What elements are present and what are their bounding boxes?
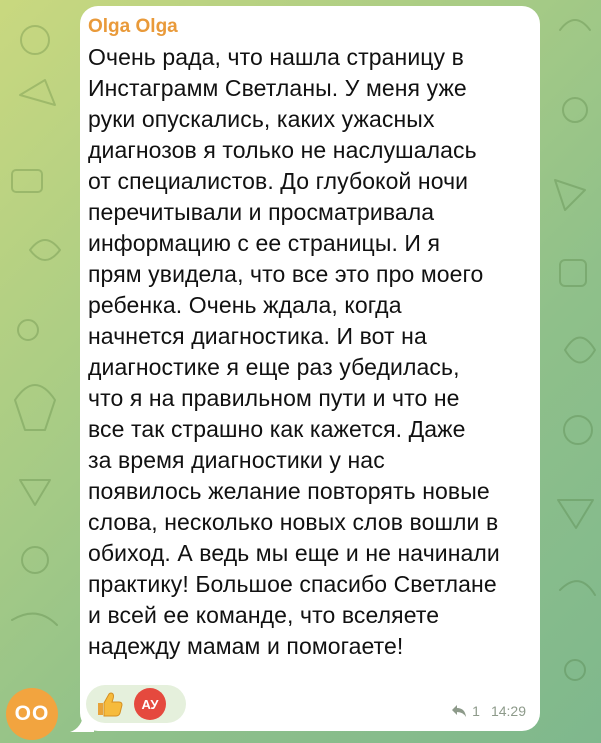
message-bubble[interactable] (80, 6, 540, 731)
reply-count[interactable]: 1 (472, 703, 480, 719)
message-time: 14:29 (490, 703, 526, 719)
sender-avatar[interactable] (6, 688, 58, 740)
reaction-avatar-initials: АУ (141, 696, 159, 712)
thumbs-up-icon[interactable] (94, 689, 124, 719)
reaction-user-avatar[interactable] (134, 688, 166, 720)
sender-name[interactable]: Olga Olga (88, 16, 178, 37)
message-text: Очень рада, что нашла страницу в Инстаграмм Светланы. У меня уже руки опускались, каких ужасных диагнозов я только не наслушалась от специалистов. До глубокой ночи перечитывали и просматривала информацию с ее страницы. И я прям увидела, что все это про моего ребенка. Очень ждала, когда начнется диагностика. И вот на диагностике я еще раз убедилась, что я на правильном пути и что не все так страшно как кажется. Даже за время диагностики у нас появилось желание повторять новые слова, несколько новых слов вошли в обиход. А ведь мы еще и не начинали практику! Большое спасибо Светлане и всей ее команде, что вселяете надежду мамам и помогаете! (88, 44, 500, 659)
reply-icon[interactable] (451, 704, 467, 718)
reactions-bar[interactable] (86, 685, 186, 723)
message-meta (451, 703, 526, 719)
sender-avatar-initials: OO (14, 702, 50, 725)
